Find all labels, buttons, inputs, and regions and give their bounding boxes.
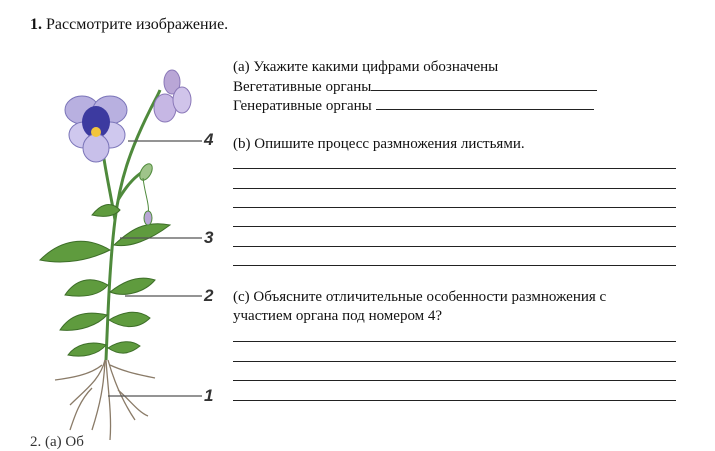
gen-organs-answer-blank[interactable] — [376, 97, 594, 110]
answer-line-b4[interactable] — [233, 226, 676, 227]
flower-main — [65, 96, 127, 162]
task-number: 1. — [30, 16, 42, 33]
buds — [137, 162, 155, 225]
next-task-fragment: 2. (а) Об — [30, 434, 84, 450]
question-a-veg-row — [233, 78, 597, 97]
task-title — [30, 16, 228, 34]
question-c-prompt-line2: участием органа под номером 4? — [233, 308, 443, 324]
leaves — [40, 205, 170, 357]
answer-line-c3[interactable] — [233, 380, 676, 381]
answer-line-b1[interactable] — [233, 168, 676, 169]
answer-line-b6[interactable] — [233, 265, 676, 266]
question-c-prompt-line1: (c) Объясните отличительные особенности размножения с — [233, 289, 607, 305]
task-title-text: Рассмотрите изображение. — [46, 16, 229, 33]
answer-line-b3[interactable] — [233, 207, 676, 208]
veg-organs-answer-blank[interactable] — [371, 78, 597, 91]
roots — [55, 360, 155, 440]
gen-organs-label: Генеративные органы — [233, 98, 372, 114]
answer-line-b5[interactable] — [233, 246, 676, 247]
answer-line-c4[interactable] — [233, 400, 676, 401]
answer-line-c2[interactable] — [233, 361, 676, 362]
answer-line-b2[interactable] — [233, 188, 676, 189]
veg-organs-label: Вегетативные органы — [233, 79, 372, 95]
label-3: 3 — [204, 228, 214, 247]
label-2: 2 — [204, 286, 214, 305]
label-1: 1 — [204, 386, 214, 405]
label-4: 4 — [204, 130, 214, 149]
answer-line-c1[interactable] — [233, 341, 676, 342]
question-a-prompt: (а) Укажите какими цифрами обозначены — [233, 59, 499, 75]
flower-side — [154, 70, 191, 122]
question-b-prompt: (b) Опишите процесс размножения листьями. — [233, 136, 525, 152]
question-a-gen-row — [233, 97, 594, 116]
